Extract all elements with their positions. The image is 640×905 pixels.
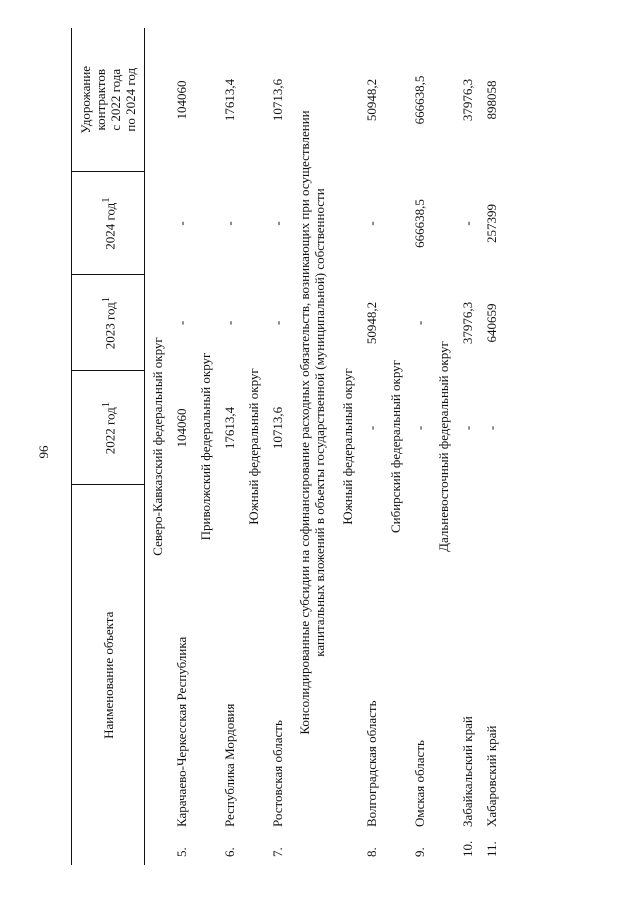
value-2022: 104060 xyxy=(173,408,189,448)
table-tail-spacer xyxy=(503,28,511,865)
section-title: Сибирский федеральный округ xyxy=(387,359,403,534)
row-number: 6. xyxy=(221,847,237,857)
header-cost-increase-line: контрактов xyxy=(93,69,108,131)
subsidy-heading-row xyxy=(289,28,335,865)
table-row xyxy=(359,28,383,865)
object-name-cell xyxy=(359,485,383,865)
section-title: Южный федеральный округ xyxy=(339,368,355,525)
object-name-cell xyxy=(479,485,503,865)
header-year-2024 xyxy=(72,172,145,275)
object-name: Республика Мордовия xyxy=(221,703,237,827)
subsidy-heading xyxy=(289,28,335,865)
header-cost-increase xyxy=(72,28,145,172)
object-name-cell xyxy=(217,485,241,865)
value-increase: 10713,6 xyxy=(269,78,285,122)
object-name-cell xyxy=(407,485,431,865)
table-row xyxy=(217,28,241,865)
header-cost-increase-line: по 2024 год xyxy=(123,67,138,132)
value-2023: - xyxy=(411,320,427,326)
value-2022: - xyxy=(459,425,475,431)
section-row xyxy=(431,28,455,865)
section-row xyxy=(383,28,407,865)
value-2023: 50948,2 xyxy=(363,301,379,345)
object-name-cell xyxy=(455,485,479,865)
object-name: Хабаровский край xyxy=(483,725,499,827)
value-2024: - xyxy=(459,221,475,226)
table-row xyxy=(169,28,193,865)
value-2022: 10713,6 xyxy=(269,406,285,450)
section-title: Северо-Кавказский федеральный округ xyxy=(149,337,165,556)
header-object-name: Наименование объекта xyxy=(72,485,145,865)
header-year-2022 xyxy=(72,371,145,485)
value-increase: 666638,5 xyxy=(411,75,427,125)
value-2024: 257399 xyxy=(483,204,499,243)
header-year-2022-footnote: 1 xyxy=(99,401,112,408)
value-2022: - xyxy=(411,425,427,431)
section-title: Южный федеральный округ xyxy=(245,368,261,525)
table-row xyxy=(455,28,479,865)
object-name-cell xyxy=(265,485,289,865)
value-2022: 17613,4 xyxy=(221,406,237,450)
row-number: 8. xyxy=(363,847,379,857)
subsidy-heading-line: капитальных вложений в объекты государственной (муниципальной) собственности xyxy=(312,188,327,657)
page-number: 96 xyxy=(36,445,51,459)
value-2024: 666638,5 xyxy=(411,199,427,248)
section-row xyxy=(241,28,265,865)
row-number: 9. xyxy=(411,847,427,857)
value-2023: - xyxy=(173,320,189,326)
value-increase: 898058 xyxy=(483,80,499,120)
header-year-2023 xyxy=(72,275,145,371)
value-2023: 37976,3 xyxy=(459,301,475,345)
value-2024: - xyxy=(221,221,237,226)
row-number: 7. xyxy=(269,847,285,857)
section-row xyxy=(145,28,170,865)
object-name: Забайкальский край xyxy=(459,716,475,827)
header-year-2023-label: 2023 год xyxy=(102,302,118,350)
value-2022: - xyxy=(483,425,499,431)
object-name: Ростовская область xyxy=(269,720,285,827)
section-title: Дальневосточный федеральный округ xyxy=(435,341,451,552)
value-increase: 17613,4 xyxy=(221,78,237,122)
header-year-2024-footnote: 1 xyxy=(99,197,112,203)
object-name: Волгоградская область xyxy=(363,700,379,827)
section-title: Приволжский федеральный округ xyxy=(197,352,213,541)
section-row xyxy=(193,28,217,865)
row-number: 11. xyxy=(483,841,499,857)
header-cost-increase-line: с 2022 года xyxy=(108,68,123,131)
cost-increase-table xyxy=(71,28,511,865)
row-number: 10. xyxy=(459,840,475,857)
header-year-2023-footnote: 1 xyxy=(99,296,112,303)
section-row xyxy=(335,28,359,865)
value-2023: - xyxy=(221,320,237,326)
table-row xyxy=(265,28,289,865)
object-name: Карачаево-Черкесская Республика xyxy=(173,636,189,827)
row-number: 5. xyxy=(173,847,189,857)
subsidy-heading-line: Консолидированные субсидии на софинансирование расходных обязательств, возникающих при осуществлении xyxy=(297,110,312,735)
value-2023: - xyxy=(269,320,285,326)
table-header-row xyxy=(72,28,145,865)
value-2024: - xyxy=(363,221,379,226)
value-2024: - xyxy=(173,221,189,226)
value-increase: 104060 xyxy=(173,80,189,120)
header-year-2022-label: 2022 год xyxy=(102,407,118,455)
value-2023: 640659 xyxy=(483,303,499,343)
value-increase: 50948,2 xyxy=(363,78,379,122)
value-2024: - xyxy=(269,221,285,226)
header-cost-increase-line: Удорожание xyxy=(78,65,93,134)
header-year-2024-label: 2024 год xyxy=(102,202,118,250)
object-name: Омская область xyxy=(411,740,427,827)
value-increase: 37976,3 xyxy=(459,78,475,122)
object-name-cell xyxy=(169,485,193,865)
value-2022: - xyxy=(363,425,379,431)
rotated-table-wrapper xyxy=(71,0,499,865)
table-row xyxy=(407,28,431,865)
table-row xyxy=(479,28,503,865)
